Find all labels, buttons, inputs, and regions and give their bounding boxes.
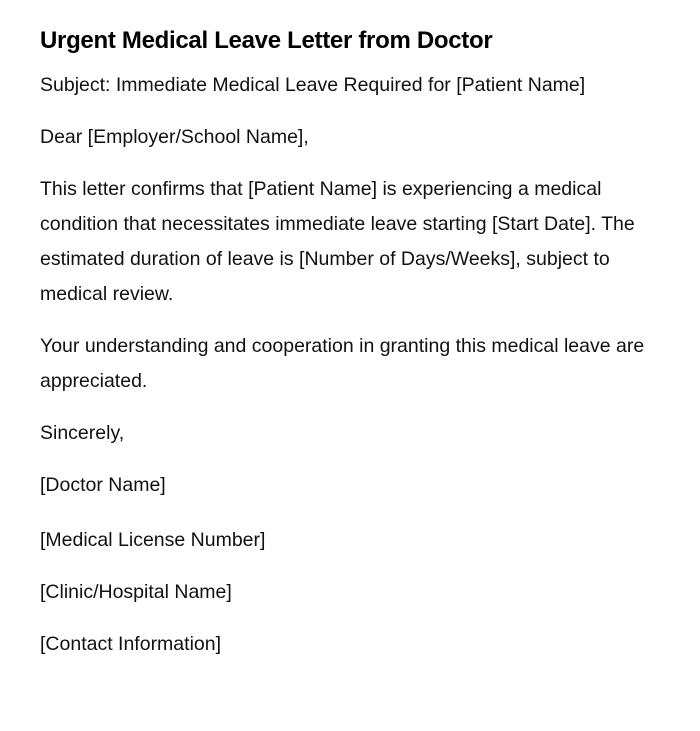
- salutation: Dear [Employer/School Name],: [40, 126, 309, 148]
- letter-title: Urgent Medical Leave Letter from Doctor: [40, 27, 493, 54]
- body-paragraph-confirmation: This letter confirms that [Patient Name] is experiencing a medical condition that necessitates immediate leave starting [Start Date]. The estimated duration of leave is [Number of Days/Weeks], subject to medical review.: [40, 178, 635, 305]
- body-paragraph-appreciation: Your understanding and cooperation in granting this medical leave are appreciated.: [40, 335, 645, 392]
- signature-doctor-name: [Doctor Name]: [40, 474, 166, 496]
- signature-clinic-name: [Clinic/Hospital Name]: [40, 581, 232, 603]
- signature-license-number: [Medical License Number]: [40, 529, 266, 551]
- signature-contact-info: [Contact Information]: [40, 633, 222, 655]
- closing: Sincerely,: [40, 422, 125, 444]
- subject-line: Subject: Immediate Medical Leave Required for [Patient Name]: [40, 74, 586, 96]
